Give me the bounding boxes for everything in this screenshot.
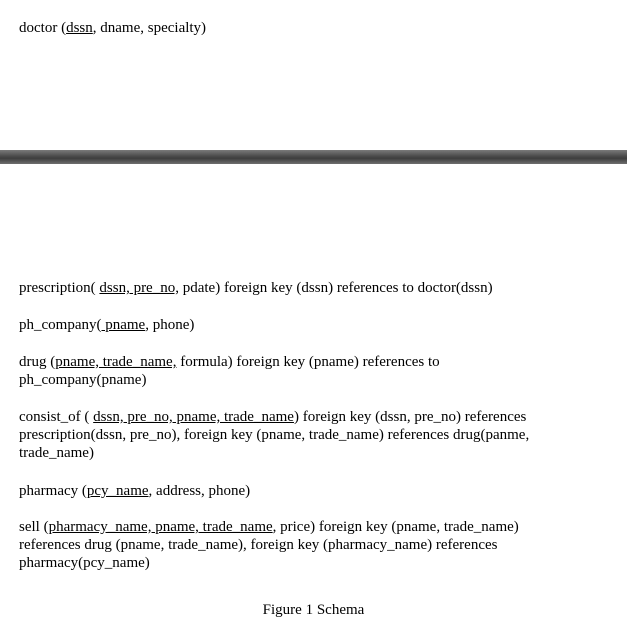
consist-of-attributes: ) foreign key (dssn, pre_no) references	[293, 409, 527, 425]
page-separator	[0, 150, 627, 164]
consist-of-primary-key: dssn, pre_no, pname, trade_name	[93, 409, 294, 425]
sell-line2: references drug (pname, trade_name), foreign key (pharmacy_name) references	[19, 537, 498, 553]
doctor-primary-key: dssn	[66, 20, 93, 36]
sell-line3: pharmacy(pcy_name)	[19, 555, 150, 571]
sell-prefix: sell (	[19, 519, 49, 535]
ph-company-primary-key: pname	[101, 317, 146, 333]
prescription-relation	[19, 279, 604, 297]
prescription-attributes: pdate) foreign key (dssn) references to doctor(dssn)	[178, 280, 493, 296]
ph-company-attributes: , phone)	[145, 317, 195, 333]
drug-prefix: drug (	[19, 354, 56, 370]
consist-of-line2: prescription(dssn, pre_no), foreign key (pname, trade_name) references drug(panme,	[19, 427, 530, 443]
ph-company-prefix: ph_company(	[19, 317, 102, 333]
pharmacy-attributes: , address, phone)	[148, 483, 251, 499]
pharmacy-relation	[19, 482, 604, 500]
drug-primary-key: pname, trade_name,	[55, 354, 177, 370]
sell-attributes: , price) foreign key (pname, trade_name)	[272, 519, 519, 535]
doctor-relation	[19, 19, 604, 37]
consist-of-line3: trade_name)	[19, 445, 94, 461]
document-page-top	[0, 0, 627, 150]
ph-company-relation	[19, 316, 604, 334]
prescription-primary-key: dssn, pre_no,	[99, 280, 179, 296]
pharmacy-primary-key: pcy_name	[86, 483, 149, 499]
consist-of-relation	[19, 408, 604, 462]
drug-relation	[19, 353, 604, 389]
doctor-prefix: doctor (	[19, 20, 67, 36]
doctor-attributes: , dname, specialty)	[92, 20, 207, 36]
sell-primary-key: pharmacy_name, pname, trade_name	[48, 519, 273, 535]
prescription-prefix: prescription(	[19, 280, 100, 296]
drug-line2: ph_company(pname)	[19, 372, 147, 388]
consist-of-prefix: consist_of (	[19, 409, 94, 425]
pharmacy-prefix: pharmacy (	[19, 483, 87, 499]
drug-attributes: formula) foreign key (pname) references to	[176, 354, 440, 370]
sell-relation	[19, 518, 604, 572]
figure-caption: Figure 1 Schema	[262, 602, 365, 618]
